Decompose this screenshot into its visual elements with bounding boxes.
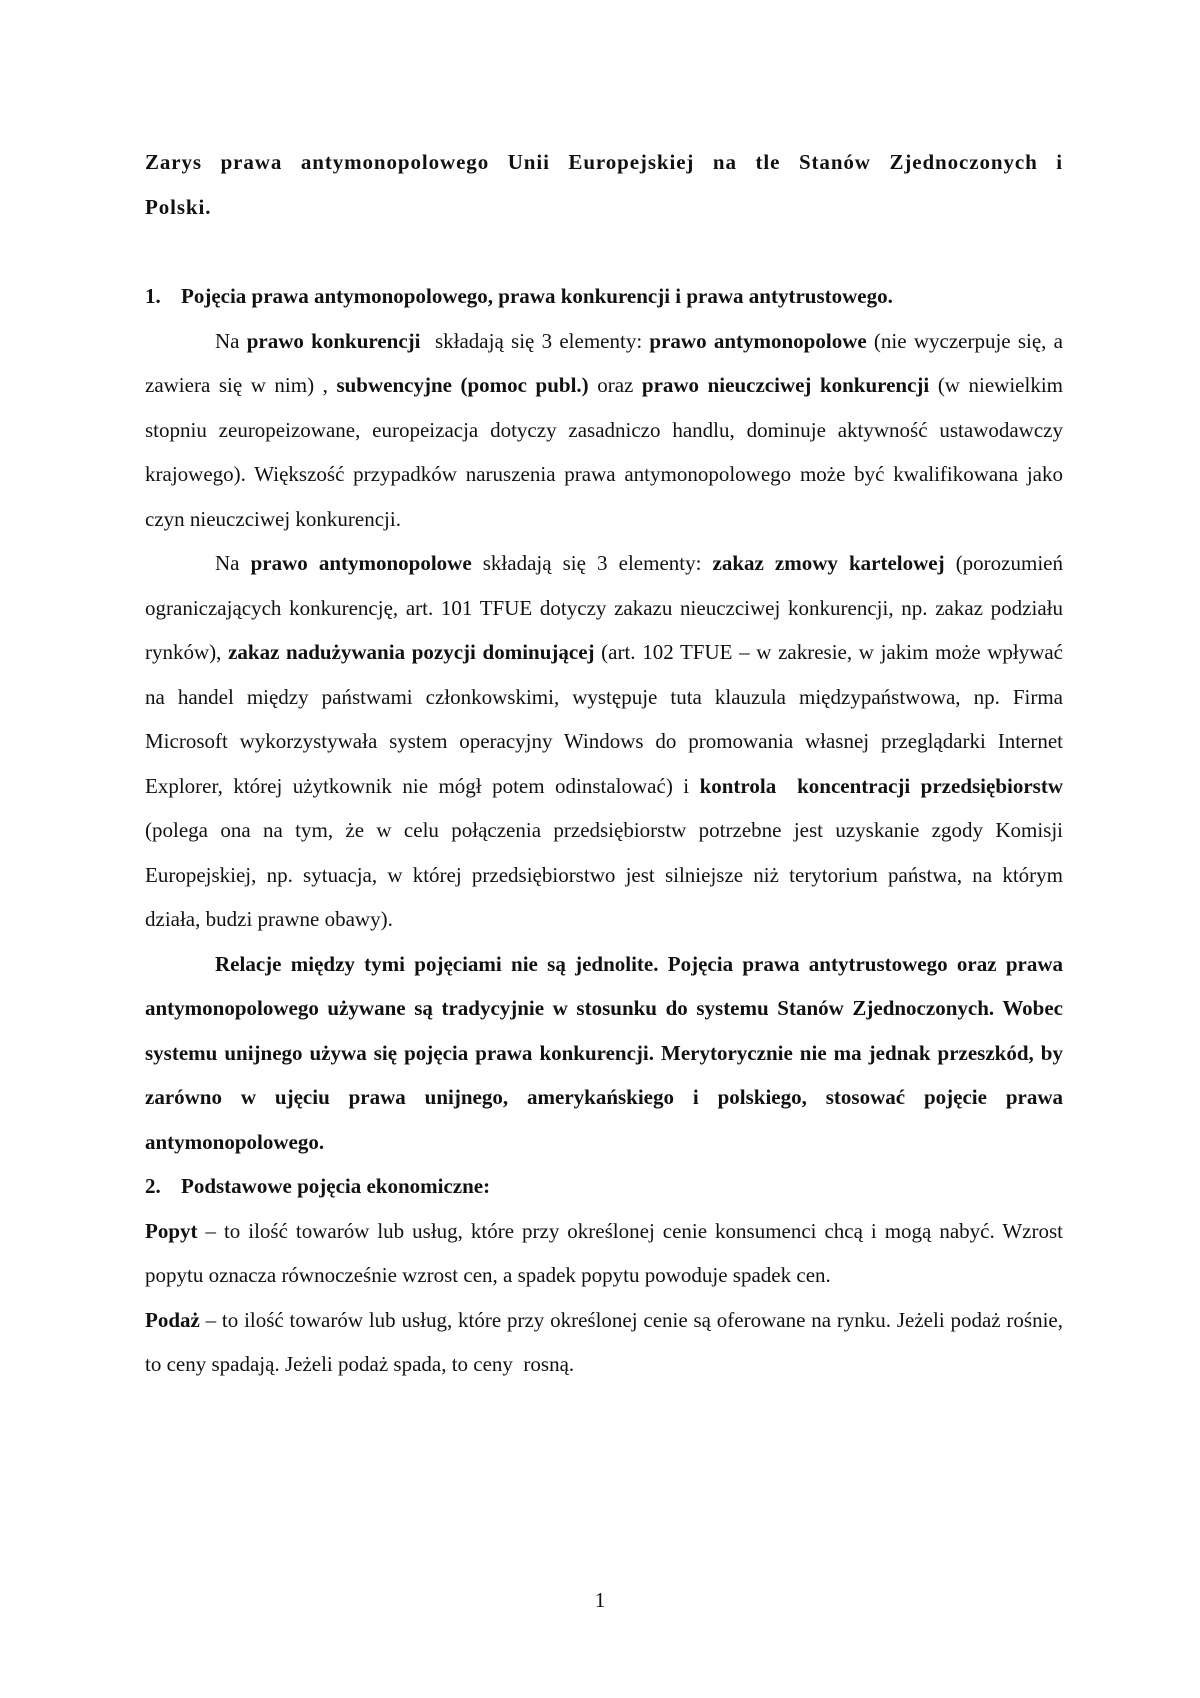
text-run: (art. 102 TFUE – w zakresie, w jakim może wpływać na handel między państwami członkowskimi, występuje tuta klauzula międzypaństwowa, np. Firma Microsoft wykorzystywała system operacyjny Windows do promowania własnej przeglądarki Internet Explorer, której użytkownik nie mógł potem odinstalować) i	[145, 640, 1064, 798]
bold-term: prawo antymonopolowe	[649, 328, 867, 353]
text-run: składają się 3 elementy:	[420, 328, 650, 353]
paragraph-antimonopoly-law	[145, 541, 1063, 942]
text-run: Na	[215, 551, 251, 575]
section-2-number: 2.	[145, 1174, 161, 1198]
section-2-heading-text: Podstawowe pojęcia ekonomiczne:	[181, 1174, 491, 1198]
text-run: oraz	[588, 373, 642, 397]
text-run: (polega ona na tym, że w celu połączenia przedsiębiorstw potrzebne jest uzyskanie zgody Komisji Europejskiej, np. sytuacja, w której przedsiębiorstwo jest silniejsze niż terytorium państwa, na którym działa, budzi prawne obawy).	[145, 818, 1063, 931]
section-1-heading	[145, 274, 1063, 319]
bold-term: prawo konkurencji	[246, 328, 421, 353]
text-run: Na	[215, 328, 247, 353]
bold-term: prawo nieuczciwej konkurencji	[641, 373, 930, 397]
text-run: (w niewielkim stopniu zeuropeizowane, europeizacja dotyczy zasadniczo handlu, dominuje aktywność ustawodawczy krajowego). Większość przypadków naruszenia prawa antymonopolowego może być kwalifikowana jako czyn nieuczciwej konkurencji.	[145, 373, 1064, 531]
bold-term: kontrola koncentracji przedsiębiorstw	[699, 773, 1063, 798]
text-run: (porozumień ograniczających konkurencję, art. 101 TFUE dotyczy zakazu nieuczciwej konkurencji, np. zakaz podziału rynków),	[145, 551, 1063, 664]
document-title: Zarys prawa antymonopolowego Unii Europejskiej na tle Stanów Zjednoczonych i Polski.	[145, 150, 1063, 219]
definition-term: Podaż	[145, 1307, 200, 1332]
bold-term: prawo antymonopolowe	[250, 551, 472, 575]
page-number: 1	[594, 1588, 606, 1612]
bold-term: subwencyjne (pomoc publ.)	[336, 373, 589, 397]
paragraph-competition-law	[145, 319, 1063, 542]
text-run: składają się 3 elementy:	[471, 551, 713, 575]
paragraph-relations: Relacje między tymi pojęciami nie są jednolite. Pojęcia prawa antytrustowego oraz prawa antymonopolowego używane są tradycyjnie w stosunku do systemu Stanów Zjednoczonych. Wobec systemu unijnego używa się pojęcia prawa konkurencji. Merytorycznie nie ma jednak przeszkód, by zarówno w ujęciu prawa unijnego, amerykańskiego i polskiego, stosować pojęcie prawa antymonopolowego.	[145, 951, 1063, 1154]
definition-text: – to ilość towarów lub usług, które przy określonej cenie są oferowane na rynku. Jeżeli podaż rośnie, to ceny spadają. Jeżeli podaż spada, to ceny rosną.	[145, 1307, 1069, 1376]
document-page	[145, 140, 1069, 1387]
bold-term: zakaz zmowy kartelowej	[712, 551, 945, 575]
definition-popyt	[145, 1209, 1063, 1298]
definition-text: – to ilość towarów lub usług, które przy określonej cenie konsumenci chcą i mogą nabyć. Wzrost popytu oznacza równocześnie wzrost cen, a spadek popytu powoduje spadek cen.	[145, 1218, 1063, 1287]
definition-podaz	[145, 1298, 1069, 1387]
text-run: (nie wyczerpuje się, a zawiera się w nim) ,	[145, 328, 1064, 397]
section-1-heading-text: Pojęcia prawa antymonopolowego, prawa konkurencji i prawa antytrustowego.	[181, 284, 893, 308]
section-1-number: 1.	[145, 284, 161, 308]
bold-term: zakaz nadużywania pozycji dominującej	[228, 640, 595, 664]
definition-term: Popyt	[145, 1218, 198, 1243]
section-2-heading	[145, 1164, 1063, 1209]
